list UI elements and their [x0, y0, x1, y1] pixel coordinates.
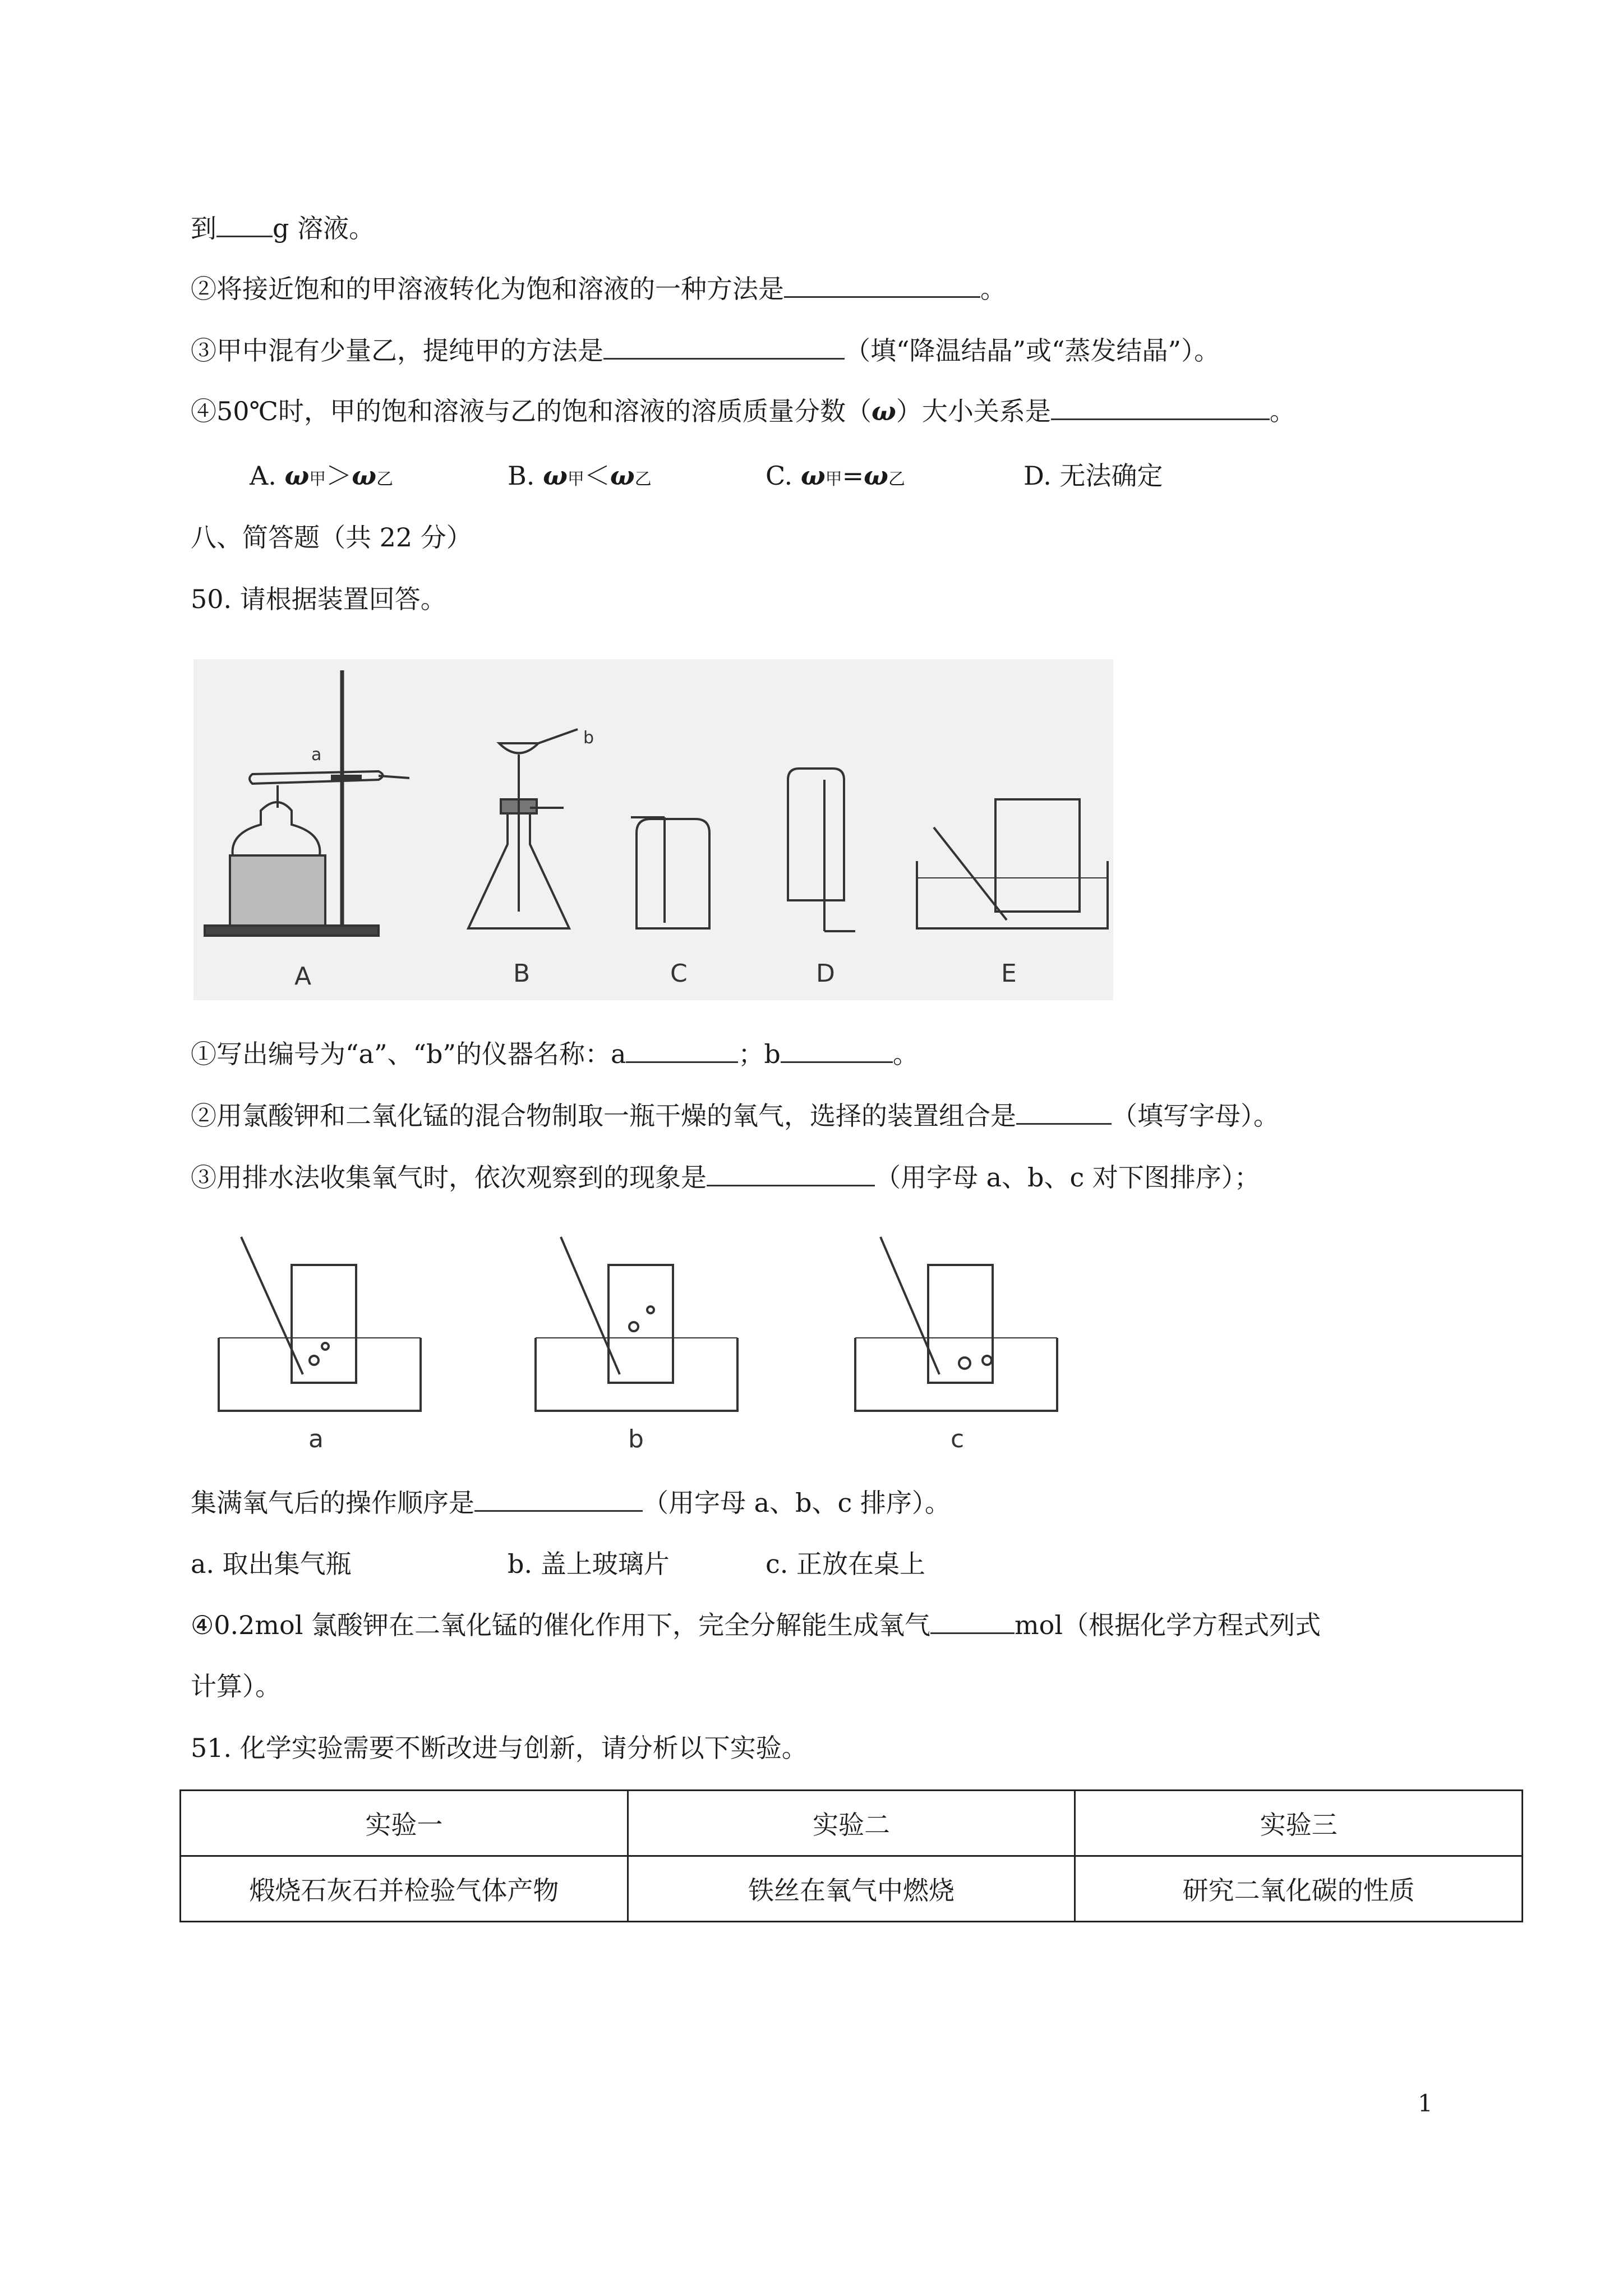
operation-b: b. 盖上玻璃片 — [508, 1549, 670, 1579]
option-label: D. — [1023, 461, 1052, 491]
text: （用字母 a、b、c 对下图排序）； — [875, 1162, 1260, 1193]
option-d — [1023, 459, 1163, 493]
text: ②将接近饱和的甲溶液转化为饱和溶液的一种方法是 — [191, 274, 784, 304]
option-a — [250, 459, 393, 496]
text: （用字母 a、b、c 排序）。 — [643, 1488, 951, 1518]
question-50-title: 50. 请根据装置回答。 — [191, 584, 446, 614]
text: 。 — [980, 274, 1006, 304]
test-tube — [250, 771, 383, 784]
blank — [216, 211, 273, 237]
pointer-b — [538, 729, 578, 743]
label-mark-b: b — [583, 728, 594, 748]
bottle-d — [788, 769, 844, 900]
blank — [474, 1485, 643, 1512]
table-row — [181, 1856, 1523, 1922]
omega-symbol: ω — [284, 461, 310, 491]
q50-part-4 — [191, 1608, 1321, 1642]
bottle-a — [292, 1265, 356, 1383]
apparatus-label-c: C — [670, 959, 688, 988]
question-line-3 — [191, 333, 1220, 367]
omega-symbol: ω — [800, 461, 826, 491]
page-number: 1 — [1418, 2090, 1433, 2117]
collection-figure — [208, 1226, 1133, 1461]
operation-a: a. 取出集气瓶 — [191, 1549, 352, 1579]
question-line-4 — [191, 394, 1295, 428]
apparatus-drawing — [193, 659, 1113, 1000]
table-header-cell: 实验二 — [628, 1791, 1075, 1856]
table-cell: 铁丝在氧气中燃烧 — [628, 1856, 1075, 1922]
apparatus-label-a: A — [294, 962, 312, 991]
table-cell: 煅烧石灰石并检验气体产物 — [181, 1856, 628, 1922]
question-line-2 — [191, 272, 1006, 306]
funnel — [499, 743, 538, 753]
bottle-c — [637, 819, 709, 928]
apparatus-label-d: D — [816, 959, 835, 988]
bottle-b — [608, 1265, 673, 1383]
text: 。 — [1269, 396, 1295, 426]
q50-part-3 — [191, 1160, 1260, 1194]
blank — [1051, 394, 1270, 420]
q50-operation-order — [191, 1485, 951, 1520]
subscript: 甲 — [567, 470, 584, 489]
text: g 溶液。 — [273, 213, 375, 243]
answer-line-1 — [191, 211, 375, 245]
q50-part-4-continued: 计算）。 — [191, 1671, 281, 1701]
section-title: 八、简答题（共 22 分） — [191, 522, 472, 553]
relation: ＜ — [584, 461, 610, 491]
blank — [1016, 1098, 1112, 1125]
tube-c — [880, 1237, 939, 1374]
apparatus-label-e: E — [1001, 959, 1017, 988]
apparatus-label-b: B — [513, 959, 531, 988]
text: mol（根据化学方程式列式 — [1015, 1610, 1321, 1640]
question-51-title: 51. 化学实验需要不断改进与创新，请分析以下实验。 — [191, 1733, 808, 1763]
relation: = — [842, 461, 864, 491]
table-header-cell: 实验三 — [1075, 1791, 1523, 1856]
text: ④50℃时，甲的饱和溶液与乙的饱和溶液的溶质质量分数（ — [191, 396, 872, 426]
q50-part-1 — [191, 1037, 919, 1071]
blank — [781, 1037, 893, 1063]
text: ③甲中混有少量乙，提纯甲的方法是 — [191, 335, 603, 366]
blank — [707, 1160, 875, 1186]
collecting-bottle — [995, 799, 1080, 912]
text: （填“降温结晶”或“蒸发结晶”）。 — [845, 335, 1220, 366]
tube-b — [561, 1237, 620, 1374]
option-text: 无法确定 — [1059, 461, 1163, 491]
omega-symbol: ω — [610, 461, 635, 491]
delivery-tube — [379, 776, 409, 778]
option-label: B. — [508, 461, 535, 491]
tube-a — [241, 1237, 303, 1374]
trough-b — [536, 1338, 737, 1411]
option-c — [766, 459, 905, 496]
text: ②用氯酸钾和二氧化锰的混合物制取一瓶干燥的氧气，选择的装置组合是 — [191, 1101, 1016, 1131]
text: ；b — [738, 1039, 781, 1069]
blank — [930, 1608, 1015, 1634]
text: 到 — [191, 213, 216, 243]
omega-symbol: ω — [352, 461, 377, 491]
collection-label-c: c — [951, 1425, 965, 1453]
text: ）大小关系是 — [896, 396, 1051, 426]
label-mark-a: a — [311, 745, 322, 765]
omega-symbol: ω — [543, 461, 568, 491]
subscript: 乙 — [634, 470, 652, 489]
text: 。 — [892, 1039, 919, 1069]
relation: ＞ — [326, 461, 352, 491]
text: ③用排水法收集氧气时，依次观察到的现象是 — [191, 1162, 707, 1193]
omega-symbol: ω — [872, 396, 896, 426]
table-header-cell: 实验一 — [181, 1791, 628, 1856]
trough-c — [855, 1338, 1057, 1411]
omega-symbol: ω — [864, 461, 888, 491]
alcohol-lamp — [233, 802, 320, 855]
apparatus-figure — [193, 659, 1113, 1000]
collection-label-a: a — [308, 1425, 324, 1453]
subscript: 甲 — [309, 470, 326, 489]
text: ④0.2mol 氯酸钾在二氧化锰的催化作用下，完全分解能生成氧气 — [191, 1610, 931, 1640]
option-b — [508, 459, 652, 496]
collection-drawing — [208, 1226, 1133, 1461]
blank — [626, 1037, 738, 1063]
option-label: A. — [250, 461, 276, 491]
wooden-block — [230, 855, 325, 926]
text: 集满氧气后的操作顺序是 — [191, 1488, 474, 1518]
option-label: C. — [766, 461, 793, 491]
table-header-row — [181, 1791, 1523, 1856]
trough-a — [219, 1338, 421, 1411]
text: ①写出编号为“a”、“b”的仪器名称：a — [191, 1039, 626, 1069]
collection-label-b: b — [628, 1425, 644, 1453]
subscript: 乙 — [888, 470, 905, 489]
subscript: 乙 — [376, 470, 394, 489]
text: （填写字母）。 — [1112, 1101, 1279, 1131]
q50-part-2 — [191, 1098, 1279, 1133]
stand-base — [205, 926, 379, 936]
experiment-table — [179, 1789, 1523, 1922]
operation-c: c. 正放在桌上 — [766, 1549, 926, 1579]
blank — [784, 272, 980, 298]
blank — [603, 333, 845, 360]
table-cell: 研究二氧化碳的性质 — [1075, 1856, 1523, 1922]
subscript: 甲 — [825, 470, 842, 489]
